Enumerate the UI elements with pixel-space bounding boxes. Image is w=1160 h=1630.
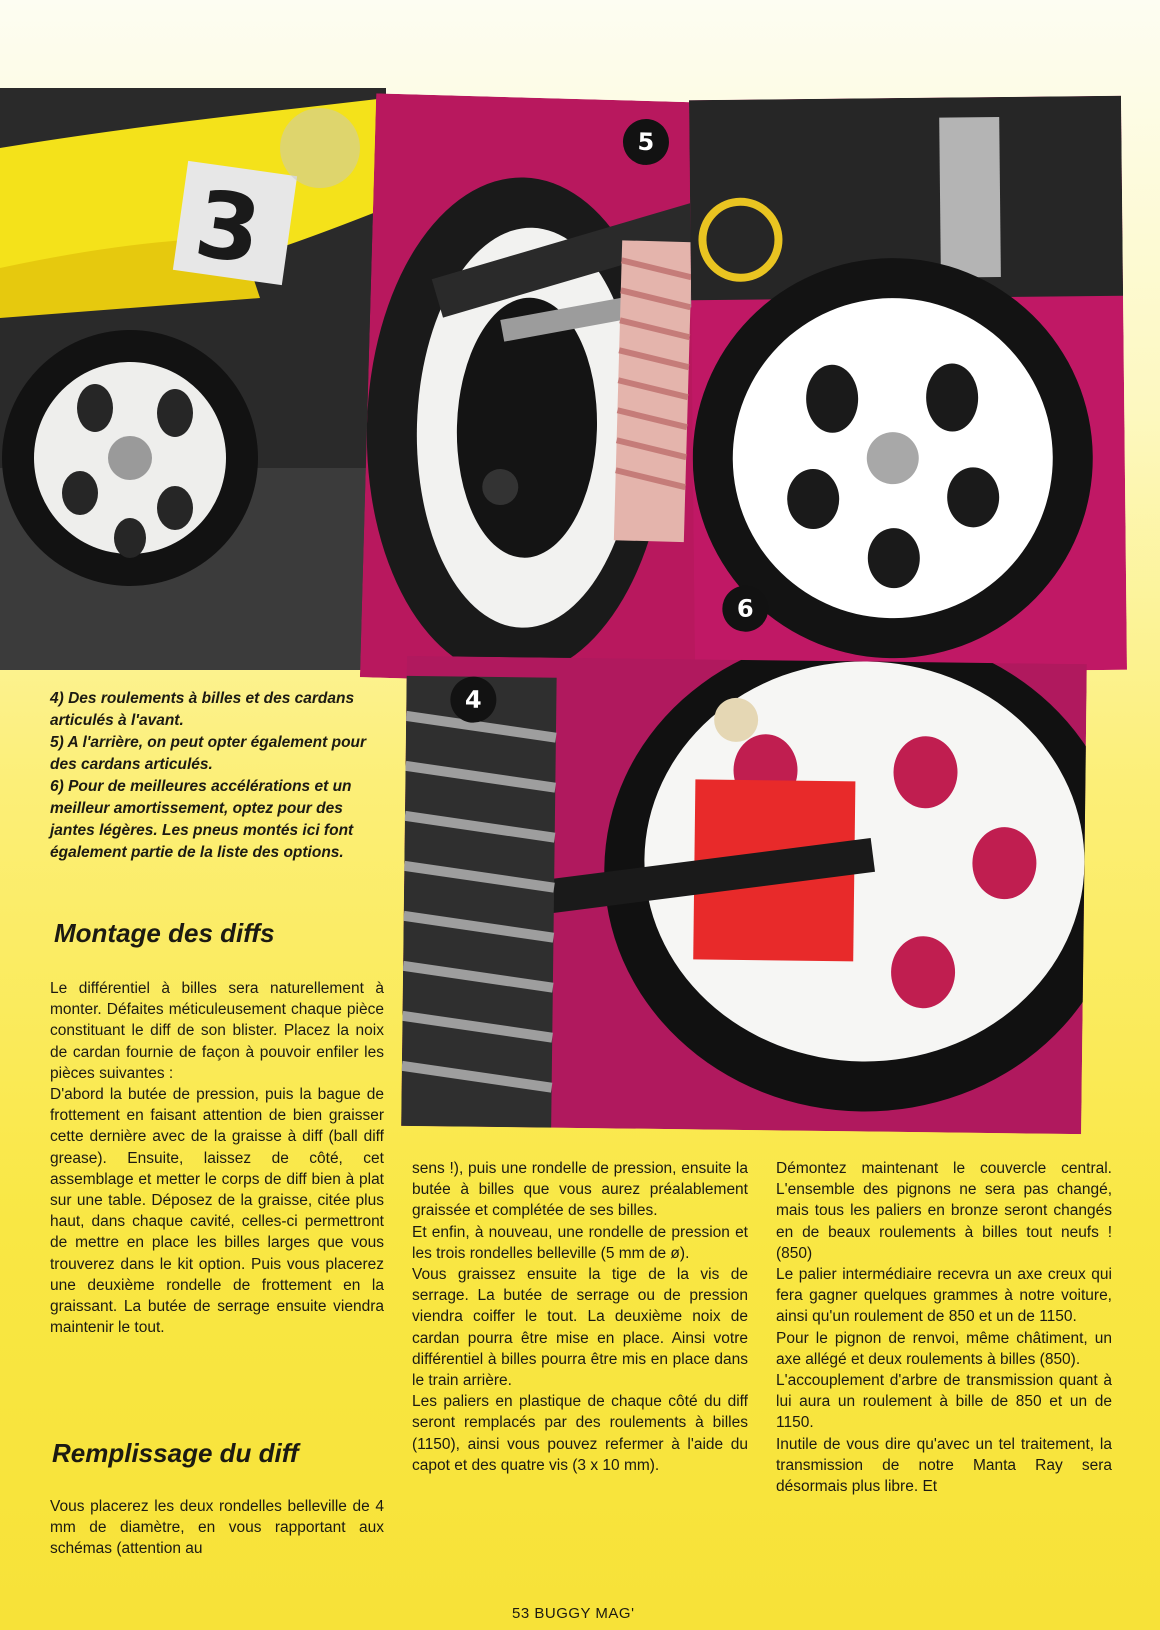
photo-yellow-buggy <box>0 88 386 670</box>
caption-4: 4) Des roulements à billes et des cardans articulés à l'avant. <box>50 690 355 729</box>
paragraph: Le palier intermédiaire recevra un axe creux qui fera gagner quelques grammes à notre voiture, ainsi qu'un roulement de 850 et un de 1150. <box>776 1266 1112 1326</box>
photo-badge-6: 6 <box>722 585 768 631</box>
paragraph: Vous graissez ensuite la tige de la vis de serrage. La butée de serrage ou de pression viendra coiffer le tout. La deuxième noix de cardan pourra être mise en place. Ainsi votre différentiel à billes pourra être mis en place dans le train arrière. <box>412 1266 748 1390</box>
caption-6: 6) Pour de meilleures accélérations et un meilleur amortissement, optez pour des jantes légères. Les pneus montés ici font également partie de la liste des options. <box>50 778 354 861</box>
paragraph: Le différentiel à billes sera naturellement à monter. Défaites méticuleusement chaque pièce constituant le diff de son blister. Placez la noix de cardan fournie de façon à pouvoir enfiler les pièces suivantes : <box>50 980 384 1082</box>
page-folio: 53 BUGGY MAG' <box>512 1605 635 1622</box>
photo-front-cardan <box>401 656 1087 1134</box>
paragraph: Les paliers en plastique de chaque côté du diff seront remplacés par des roulements à billes (1150), ainsi vous pouvez refermer à l'aide du capot et des quatre vis (3 x 10 mm). <box>412 1393 748 1474</box>
section-heading-montage: Montage des diffs <box>54 918 275 948</box>
photo-light-wheel <box>689 96 1127 674</box>
photo-badge-5: 5 <box>622 118 669 165</box>
section-heading-remplissage: Remplissage du diff <box>52 1438 299 1468</box>
paragraph: Démontez maintenant le couvercle central. L'ensemble des pignons ne sera pas changé, mais tous les paliers en bronze seront changés en de beaux roulements à billes tout neufs ! (850) <box>776 1160 1112 1262</box>
paragraph: D'abord la butée de pression, puis la bague de frottement en faisant attention de bien graisser cette dernière avec de la graisse à diff (ball diff grease). Ensuite, laissez de côté, cet assemblage et metter le corps de diff bien à plat sur une table. Déposez de la graisse, citée plus haut, dans chaque cavité, celles-ci permettront de mettre en place les billes larges que vous trouverez dans le kit option. Puis vous placerez une deuxième rondelle de frottement en la graissant. La butée de serrage ensuite viendra maintenir le tout. <box>50 1086 384 1337</box>
photo-badge-4: 4 <box>450 676 497 723</box>
paragraph: Pour le pignon de renvoi, même châtiment, un axe allégé et deux roulements à billes (850). <box>776 1329 1112 1368</box>
paragraph: L'accouplement d'arbre de transmission quant à lui aura un roulement à bille de 850 et un de 1150. <box>776 1372 1112 1432</box>
caption-5: 5) A l'arrière, on peut opter également pour des cardans articulés. <box>50 734 367 773</box>
paragraph: Et enfin, à nouveau, une rondelle de pression et les trois rondelles belleville (5 mm de ø). <box>412 1223 748 1262</box>
article-column-3 <box>776 1158 1112 1497</box>
photo-rear-cardan <box>360 93 714 686</box>
paragraph: sens !), puis une rondelle de pression, ensuite la butée à billes que vous aurez préalablement graissée et complétée de ses billes. <box>412 1160 748 1220</box>
article-column-1-continued <box>50 1496 384 1560</box>
photo-captions <box>50 688 380 864</box>
article-column-2 <box>412 1158 748 1476</box>
race-number: 3 <box>188 170 268 285</box>
article-column-1 <box>50 978 384 1338</box>
paragraph: Inutile de vous dire qu'avec un tel traitement, la transmission de notre Manta Ray sera désormais plus libre. Et <box>776 1435 1112 1496</box>
paragraph: Vous placerez les deux rondelles belleville de 4 mm de diamètre, en vous rapportant aux schémas (attention au <box>50 1498 384 1558</box>
